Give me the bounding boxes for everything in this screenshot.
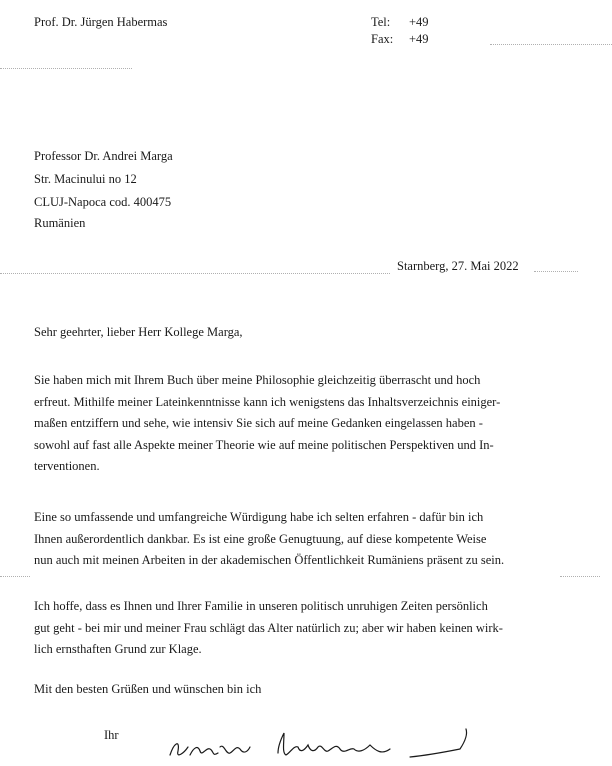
signoff: Ihr (104, 728, 119, 742)
letter-date: Starnberg, 27. Mai 2022 (397, 259, 519, 273)
tel-label: Tel: (371, 15, 391, 29)
sender-name: Prof. Dr. Jürgen Habermas (34, 15, 168, 29)
paragraph-line: erfreut. Mithilfe meiner Lateinkenntnisse kann ich wenigstens das Inhaltsverzeichnis einiger- (34, 394, 501, 409)
fold-mark-rule (560, 576, 600, 577)
handwritten-signature (160, 725, 480, 765)
paragraph-line: gut geht - bei mir und meiner Frau schlägt das Alter natürlich zu; aber wir haben keinen wirk- (34, 620, 503, 635)
paragraph-2 (34, 507, 514, 572)
paragraph-line: lich ernsthaften Grund zur Klage. (34, 642, 202, 656)
paragraph-1 (34, 370, 514, 478)
paragraph-line: nun auch mit meinen Arbeiten in der akademischen Öffentlichkeit Rumäniens präsent zu sein. (34, 553, 505, 567)
paragraph-line: Ich hoffe, dass es Ihnen und Ihrer Familie in unseren politisch unruhigen Zeiten persönlich (34, 599, 488, 613)
paragraph-line: Sie haben mich mit Ihrem Buch über meine Philosophie gleichzeitig überrascht und hoch (34, 373, 481, 387)
fold-mark-rule (0, 273, 390, 274)
recipient-name: Professor Dr. Andrei Marga (34, 149, 173, 163)
closing-line: Mit den besten Grüßen und wünschen bin ich (34, 682, 262, 696)
recipient-city: CLUJ-Napoca cod. 400475 (34, 195, 172, 209)
fold-mark-rule (0, 576, 30, 577)
paragraph-line: terventionen. (34, 459, 100, 473)
header-rule-right (490, 44, 612, 45)
header-rule-left (0, 68, 132, 69)
fax-label: Fax: (371, 32, 394, 46)
paragraph-line: maßen entziffern und sehe, wie intensiv Sie sich auf meine Gedanken eingelassen haben - (34, 416, 483, 430)
salutation: Sehr geehrter, lieber Herr Kollege Marga, (34, 325, 243, 339)
recipient-street: Str. Macinului no 12 (34, 172, 137, 186)
paragraph-line: sowohl auf fast alle Aspekte meiner Theorie wie auf meine politischen Perspektiven und In- (34, 437, 494, 452)
recipient-country: Rumänien (34, 216, 86, 230)
paragraph-line: Ihnen außerordentlich dankbar. Es ist eine große Genugtuung, auf diese kompetente Weise (34, 531, 487, 546)
paragraph-3 (34, 596, 514, 661)
paragraph-line: Eine so umfassende und umfangreiche Würdigung habe ich selten erfahren - dafür bin ich (34, 510, 484, 524)
fax-value: +49 (409, 32, 429, 46)
tel-value: +49 (409, 15, 429, 29)
date-rule (534, 271, 578, 272)
